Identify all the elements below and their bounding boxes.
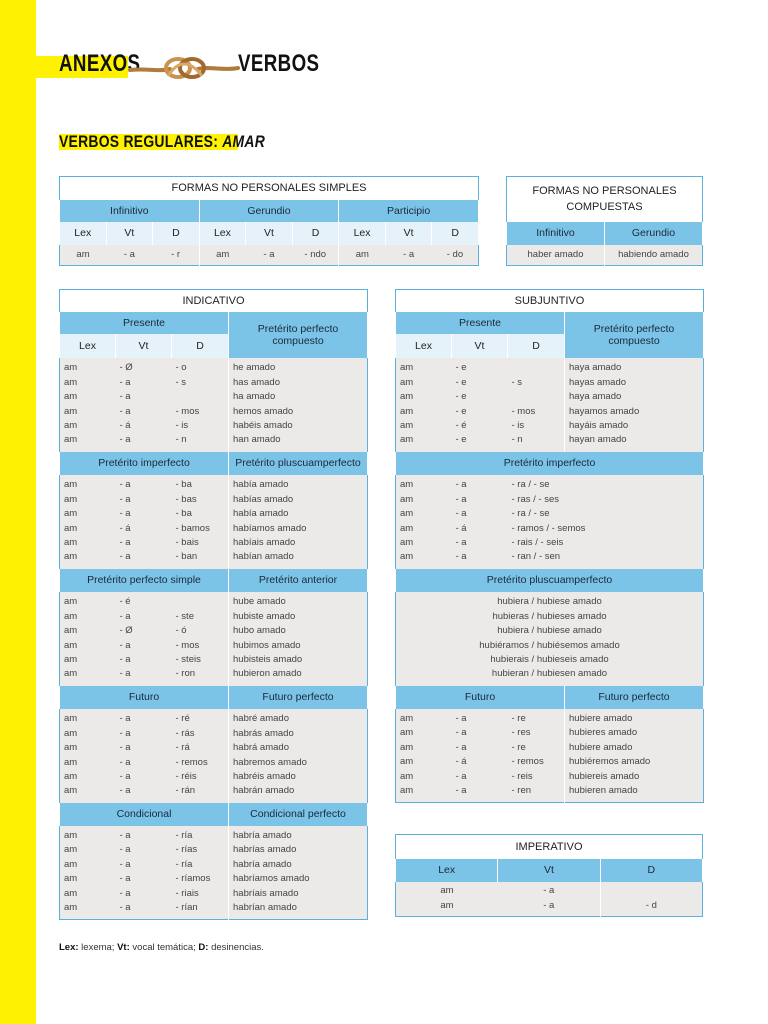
footnote-lex-val: lexema; bbox=[78, 942, 118, 953]
ind-simple-lex: am am am am am am bbox=[60, 592, 116, 686]
fnp-sub-d: D bbox=[292, 222, 339, 245]
fnp-compuestas-val: haber amado bbox=[507, 245, 605, 266]
section-title bbox=[59, 132, 310, 152]
ind-presente-d: - o - s - mos - is - n bbox=[172, 358, 229, 452]
page-header bbox=[36, 50, 768, 84]
sub-imperfecto-vt: - a - a - a - á - a - a bbox=[452, 475, 508, 569]
sub-futuro-lex: am am am am am am bbox=[396, 709, 452, 803]
sub-futuro-perf-head: Futuro perfecto bbox=[565, 686, 704, 709]
sub-presente-head: Presente bbox=[396, 312, 565, 334]
ind-presente-head: Presente bbox=[60, 312, 229, 334]
imp-head-d: D bbox=[600, 859, 702, 882]
sub-presente-vt: - e - e - e - e - é - e bbox=[452, 358, 508, 452]
footnote-vt-val: vocal temática; bbox=[129, 942, 199, 953]
sub-futuro-perf-forms: hubiere amado hubieres amado hubiere amado hubiéremos amado hubiereis amado hubieren amado bbox=[565, 709, 704, 803]
ind-presente-lex: am am am am am am bbox=[60, 358, 116, 452]
sub-pluscuam-head: Pretérito pluscuamperfecto bbox=[396, 569, 704, 592]
fnp-val: am bbox=[339, 245, 386, 266]
table-imperativo bbox=[395, 834, 703, 917]
header-anexos: ANEXOS bbox=[59, 50, 141, 77]
fnp-simples-infinitivo: Infinitivo bbox=[60, 200, 200, 222]
ind-simple-head: Pretérito perfecto simple bbox=[60, 569, 229, 592]
fnp-sub-lex: Lex bbox=[339, 222, 386, 245]
ind-sub-d: D bbox=[172, 334, 229, 358]
sub-pluscuam-forms: hubiera / hubiese amado hubieras / hubieses amado hubiera / hubiese amado hubiéramos / hubiésemos amado hubierais / hubieseis amado hubieran / hubiesen amado bbox=[396, 592, 704, 686]
rope-knot-icon bbox=[128, 54, 240, 82]
ind-futuro-perf-head: Futuro perfecto bbox=[229, 686, 368, 709]
sub-futuro-d: - re - res - re - remos - reis - ren bbox=[508, 709, 565, 803]
fnp-sub-vt: Vt bbox=[385, 222, 432, 245]
subjuntivo-title: SUBJUNTIVO bbox=[396, 290, 704, 312]
ind-pluscuam-head: Pretérito pluscuamperfecto bbox=[229, 452, 368, 475]
ind-sub-lex: Lex bbox=[60, 334, 116, 358]
ind-imperfecto-lex: am am am am am am bbox=[60, 475, 116, 569]
sub-perf-comp-head: Pretérito perfecto compuesto bbox=[565, 312, 704, 358]
ind-futuro-lex: am am am am am am bbox=[60, 709, 116, 803]
imp-lex: am am bbox=[396, 882, 498, 917]
section-title-verb: AMAR bbox=[222, 132, 266, 151]
imperativo-title: IMPERATIVO bbox=[396, 835, 703, 859]
ind-imperfecto-d: - ba - bas - ba - bamos - bais - ban bbox=[172, 475, 229, 569]
imp-vt: - a - a bbox=[498, 882, 600, 917]
fnp-sub-lex: Lex bbox=[60, 222, 107, 245]
sub-perf-comp-forms: haya amado hayas amado haya amado hayamos amado hayáis amado hayan amado bbox=[565, 358, 704, 452]
ind-perf-comp-forms: he amado has amado ha amado hemos amado habéis amado han amado bbox=[229, 358, 368, 452]
fnp-simples-title: FORMAS NO PERSONALES SIMPLES bbox=[60, 177, 479, 200]
footnote-lex-key: Lex: bbox=[59, 942, 79, 953]
fnp-val: - a bbox=[246, 245, 293, 266]
ind-sub-vt: Vt bbox=[116, 334, 172, 358]
imp-head-vt: Vt bbox=[498, 859, 600, 882]
footnote bbox=[59, 942, 264, 953]
fnp-simples-gerundio: Gerundio bbox=[199, 200, 339, 222]
sub-sub-d: D bbox=[508, 334, 565, 358]
sub-imperfecto-lex: am am am am am am bbox=[396, 475, 452, 569]
footnote-vt-key: Vt: bbox=[117, 942, 130, 953]
indicativo-title: INDICATIVO bbox=[60, 290, 368, 312]
ind-futuro-perf-forms: habré amado habrás amado habrá amado habremos amado habréis amado habrán amado bbox=[229, 709, 368, 803]
ind-condicional-vt: - a - a - a - a - a - a bbox=[116, 826, 172, 920]
imp-d: - d bbox=[600, 882, 702, 917]
fnp-sub-d: D bbox=[153, 222, 200, 245]
fnp-sub-vt: Vt bbox=[246, 222, 293, 245]
ind-futuro-vt: - a - a - a - a - a - a bbox=[116, 709, 172, 803]
ind-pluscuam-forms: había amado habías amado había amado habíamos amado habíais amado habían amado bbox=[229, 475, 368, 569]
fnp-val: - a bbox=[385, 245, 432, 266]
ind-condicional-lex: am am am am am am bbox=[60, 826, 116, 920]
ind-anterior-forms: hube amado hubiste amado hubo amado hubimos amado hubisteis amado hubieron amado bbox=[229, 592, 368, 686]
ind-simple-vt: - é - a - Ø - a - a - a bbox=[116, 592, 172, 686]
footnote-d-val: desinencias. bbox=[208, 942, 264, 953]
fnp-compuestas-title: FORMAS NO PERSONALES COMPUESTAS bbox=[507, 177, 703, 222]
footnote-d-key: D: bbox=[198, 942, 209, 953]
fnp-sub-vt: Vt bbox=[106, 222, 153, 245]
fnp-val: - a bbox=[106, 245, 153, 266]
fnp-compuestas-infinitivo: Infinitivo bbox=[507, 222, 605, 245]
ind-condicional-d: - ría - rías - ría - ríamos - riais - rían bbox=[172, 826, 229, 920]
ind-futuro-head: Futuro bbox=[60, 686, 229, 709]
sub-sub-lex: Lex bbox=[396, 334, 452, 358]
fnp-val: - do bbox=[432, 245, 479, 266]
fnp-sub-lex: Lex bbox=[199, 222, 246, 245]
sub-sub-vt: Vt bbox=[452, 334, 508, 358]
ind-condicional-perf-forms: habría amado habrías amado habría amado habríamos amado habríais amado habrían amado bbox=[229, 826, 368, 920]
ind-perf-comp-head: Pretérito perfecto compuesto bbox=[229, 312, 368, 358]
fnp-sub-d: D bbox=[432, 222, 479, 245]
fnp-val: am bbox=[199, 245, 246, 266]
imp-head-lex: Lex bbox=[396, 859, 498, 882]
ind-condicional-perf-head: Condicional perfecto bbox=[229, 803, 368, 826]
table-fnp-simples bbox=[59, 176, 479, 266]
table-indicativo bbox=[59, 289, 368, 920]
sub-imperfecto-head: Pretérito imperfecto bbox=[396, 452, 704, 475]
sub-presente-d: - s - mos - is - n bbox=[508, 358, 565, 452]
fnp-val: - ndo bbox=[292, 245, 339, 266]
ind-anterior-head: Pretérito anterior bbox=[229, 569, 368, 592]
header-verbos: VERBOS bbox=[238, 50, 320, 77]
table-fnp-compuestas bbox=[506, 176, 703, 266]
fnp-val: am bbox=[60, 245, 107, 266]
fnp-compuestas-val: habiendo amado bbox=[605, 245, 703, 266]
ind-futuro-d: - ré - rás - rá - remos - réis - rán bbox=[172, 709, 229, 803]
ind-condicional-head: Condicional bbox=[60, 803, 229, 826]
fnp-simples-participio: Participio bbox=[339, 200, 479, 222]
ind-simple-d: - ste - ó - mos - steis - ron bbox=[172, 592, 229, 686]
ind-imperfecto-head: Pretérito imperfecto bbox=[60, 452, 229, 475]
sub-imperfecto-d: - ra / - se - ras / - ses - ra / - se - ramos / - semos - rais / - seis - ran / - sen bbox=[508, 475, 704, 569]
fnp-compuestas-gerundio: Gerundio bbox=[605, 222, 703, 245]
table-subjuntivo bbox=[395, 289, 704, 803]
fnp-val: - r bbox=[153, 245, 200, 266]
sub-presente-lex: am am am am am am bbox=[396, 358, 452, 452]
sub-futuro-head: Futuro bbox=[396, 686, 565, 709]
section-title-text: VERBOS REGULARES: bbox=[59, 132, 219, 151]
ind-presente-vt: - Ø - a - a - a - á - a bbox=[116, 358, 172, 452]
sub-futuro-vt: - a - a - a - á - a - a bbox=[452, 709, 508, 803]
ind-imperfecto-vt: - a - a - a - á - a - a bbox=[116, 475, 172, 569]
yellow-margin-bar bbox=[0, 0, 36, 1024]
